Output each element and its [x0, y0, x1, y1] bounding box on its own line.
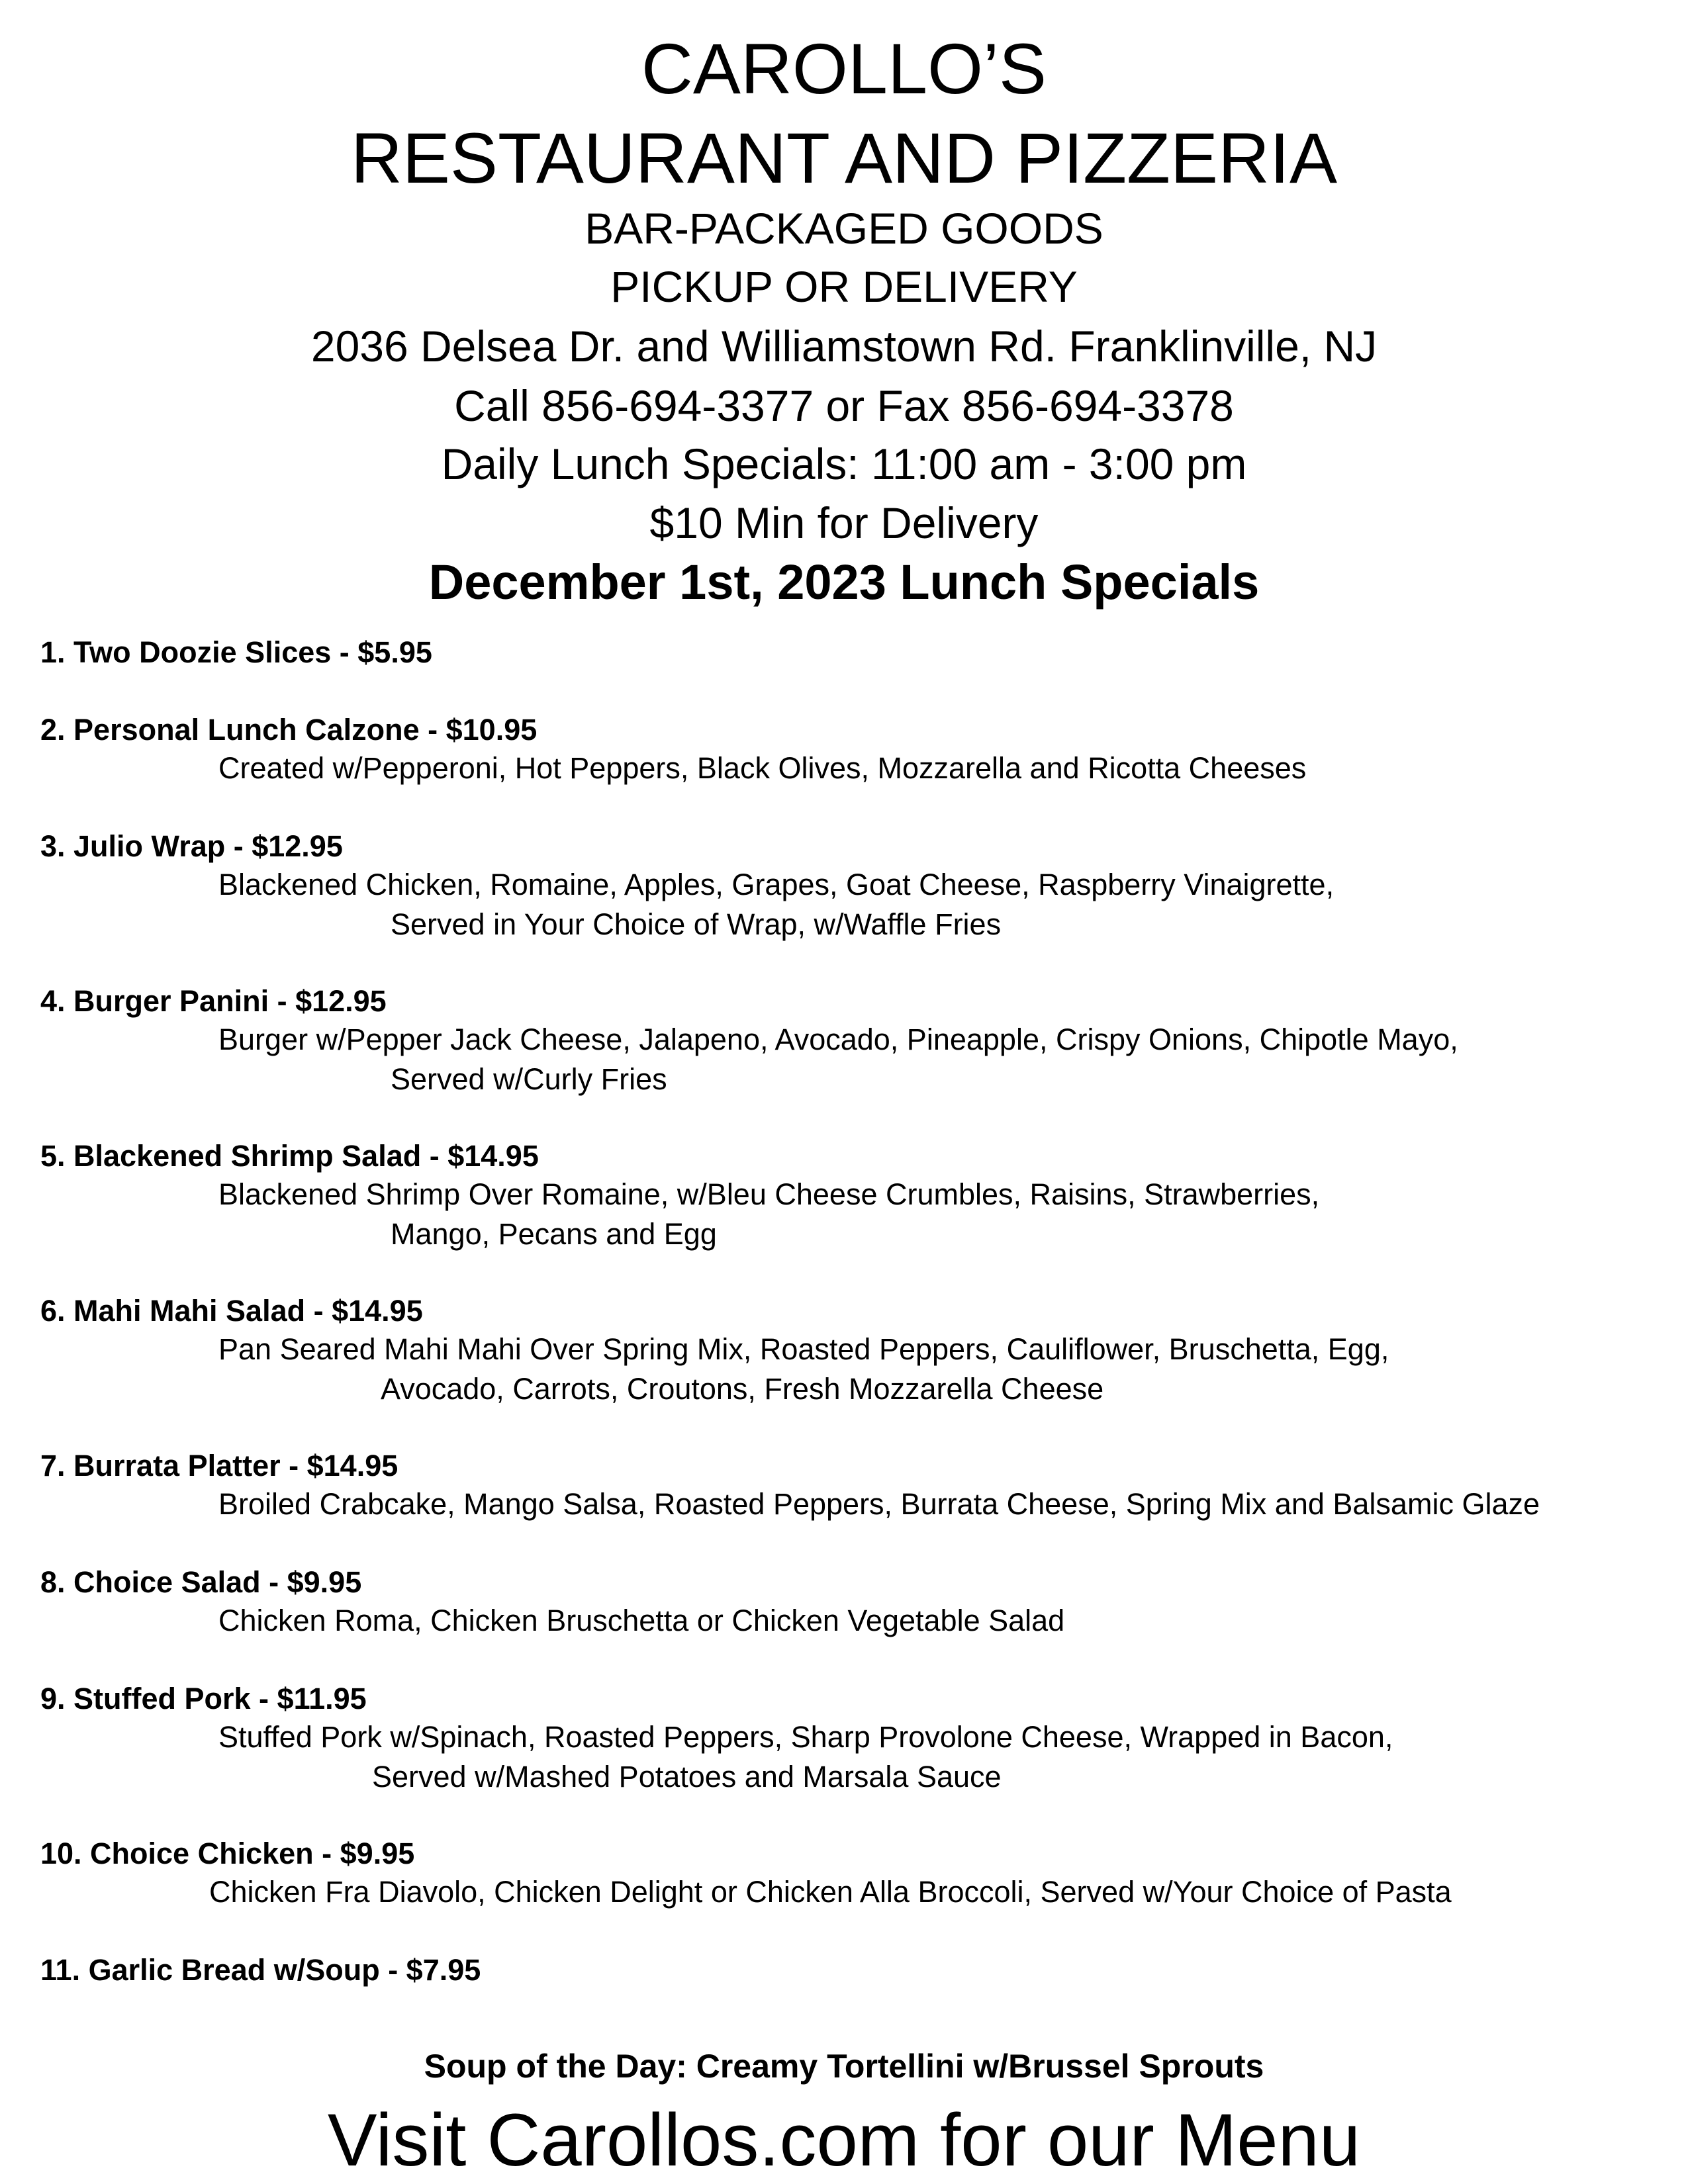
menu-item — [0, 1682, 1688, 1794]
menu-item — [0, 1294, 1688, 1406]
soup-of-the-day: Soup of the Day: Creamy Tortellini w/Brussel Sprouts — [424, 2048, 1264, 2085]
menu-item-title: 10. Choice Chicken - $9.95 — [40, 1837, 415, 1870]
tagline-packaged-goods: BAR-PACKAGED GOODS — [585, 204, 1103, 253]
menu-item — [0, 1449, 1688, 1521]
menu-item-title: 8. Choice Salad - $9.95 — [40, 1565, 362, 1599]
menu-item-title: 6. Mahi Mahi Salad - $14.95 — [40, 1294, 423, 1328]
menu-item — [0, 1565, 1688, 1637]
menu-item — [0, 1955, 1688, 1995]
menu-item-description: Blackened Chicken, Romaine, Apples, Grapes, Goat Cheese, Raspberry Vinaigrette, — [218, 868, 1335, 901]
menu-item-title: 3. Julio Wrap - $12.95 — [40, 829, 343, 863]
menu-item-title: 5. Blackened Shrimp Salad - $14.95 — [40, 1139, 539, 1173]
menu-item-description: Served in Your Choice of Wrap, w/Waffle Fries — [391, 907, 1002, 941]
menu-item-title: 1. Two Doozie Slices - $5.95 — [40, 635, 432, 669]
menu-item — [0, 829, 1688, 941]
address: 2036 Delsea Dr. and Williamstown Rd. Franklinville, NJ — [310, 322, 1378, 371]
menu-item-description: Burger w/Pepper Jack Cheese, Jalapeno, Avocado, Pineapple, Crispy Onions, Chipotle Mayo, — [218, 1023, 1458, 1056]
menu-item-description: Broiled Crabcake, Mango Salsa, Roasted Peppers, Burrata Cheese, Spring Mix and Balsamic Glaze — [218, 1487, 1540, 1521]
menu-item-title: 9. Stuffed Pork - $11.95 — [40, 1682, 367, 1715]
tagline-pickup-delivery: PICKUP OR DELIVERY — [610, 262, 1078, 311]
menu-item-description: Avocado, Carrots, Croutons, Fresh Mozzarella Cheese — [381, 1372, 1104, 1406]
menu-item-description: Pan Seared Mahi Mahi Over Spring Mix, Roasted Peppers, Cauliflower, Bruschetta, Egg, — [218, 1332, 1389, 1366]
specials-date-title: December 1st, 2023 Lunch Specials — [428, 555, 1260, 610]
menu-item — [0, 984, 1688, 1096]
menu-item-title: 2. Personal Lunch Calzone - $10.95 — [40, 713, 538, 747]
menu-item-title: 7. Burrata Platter - $14.95 — [40, 1449, 399, 1482]
menu-item-description: Chicken Fra Diavolo, Chicken Delight or Chicken Alla Broccoli, Served w/Your Choice of Pasta — [209, 1875, 1452, 1909]
menu-item-description: Blackened Shrimp Over Romaine, w/Bleu Cheese Crumbles, Raisins, Strawberries, — [218, 1177, 1320, 1211]
delivery-minimum: $10 Min for Delivery — [649, 498, 1039, 547]
restaurant-name: CAROLLO’S — [641, 28, 1047, 109]
menu-item — [0, 1139, 1688, 1251]
menu-item-title: 11. Garlic Bread w/Soup - $7.95 — [40, 1953, 481, 1987]
menu-item-description: Served w/Curly Fries — [391, 1062, 667, 1096]
menu-item-title: 4. Burger Panini - $12.95 — [40, 984, 387, 1018]
menu-item-description: Created w/Pepperoni, Hot Peppers, Black Olives, Mozzarella and Ricotta Cheeses — [218, 751, 1307, 785]
lunch-hours: Daily Lunch Specials: 11:00 am - 3:00 pm — [441, 439, 1247, 488]
menu-item-description: Served w/Mashed Potatoes and Marsala Sauce — [372, 1760, 1002, 1794]
menu-item-description: Stuffed Pork w/Spinach, Roasted Peppers, Sharp Provolone Cheese, Wrapped in Bacon, — [218, 1720, 1393, 1754]
menu-item — [0, 713, 1688, 785]
restaurant-subtitle: RESTAURANT AND PIZZERIA — [350, 118, 1338, 198]
menu-item-description: Mango, Pecans and Egg — [391, 1217, 717, 1251]
website-callout: Visit Carollos.com for our Menu — [327, 2099, 1361, 2181]
phone-fax: Call 856-694-3377 or Fax 856-694-3378 — [454, 381, 1234, 430]
menu-item-description: Chicken Roma, Chicken Bruschetta or Chicken Vegetable Salad — [218, 1604, 1065, 1637]
menu-item — [0, 637, 1688, 677]
menu-item — [0, 1837, 1688, 1909]
